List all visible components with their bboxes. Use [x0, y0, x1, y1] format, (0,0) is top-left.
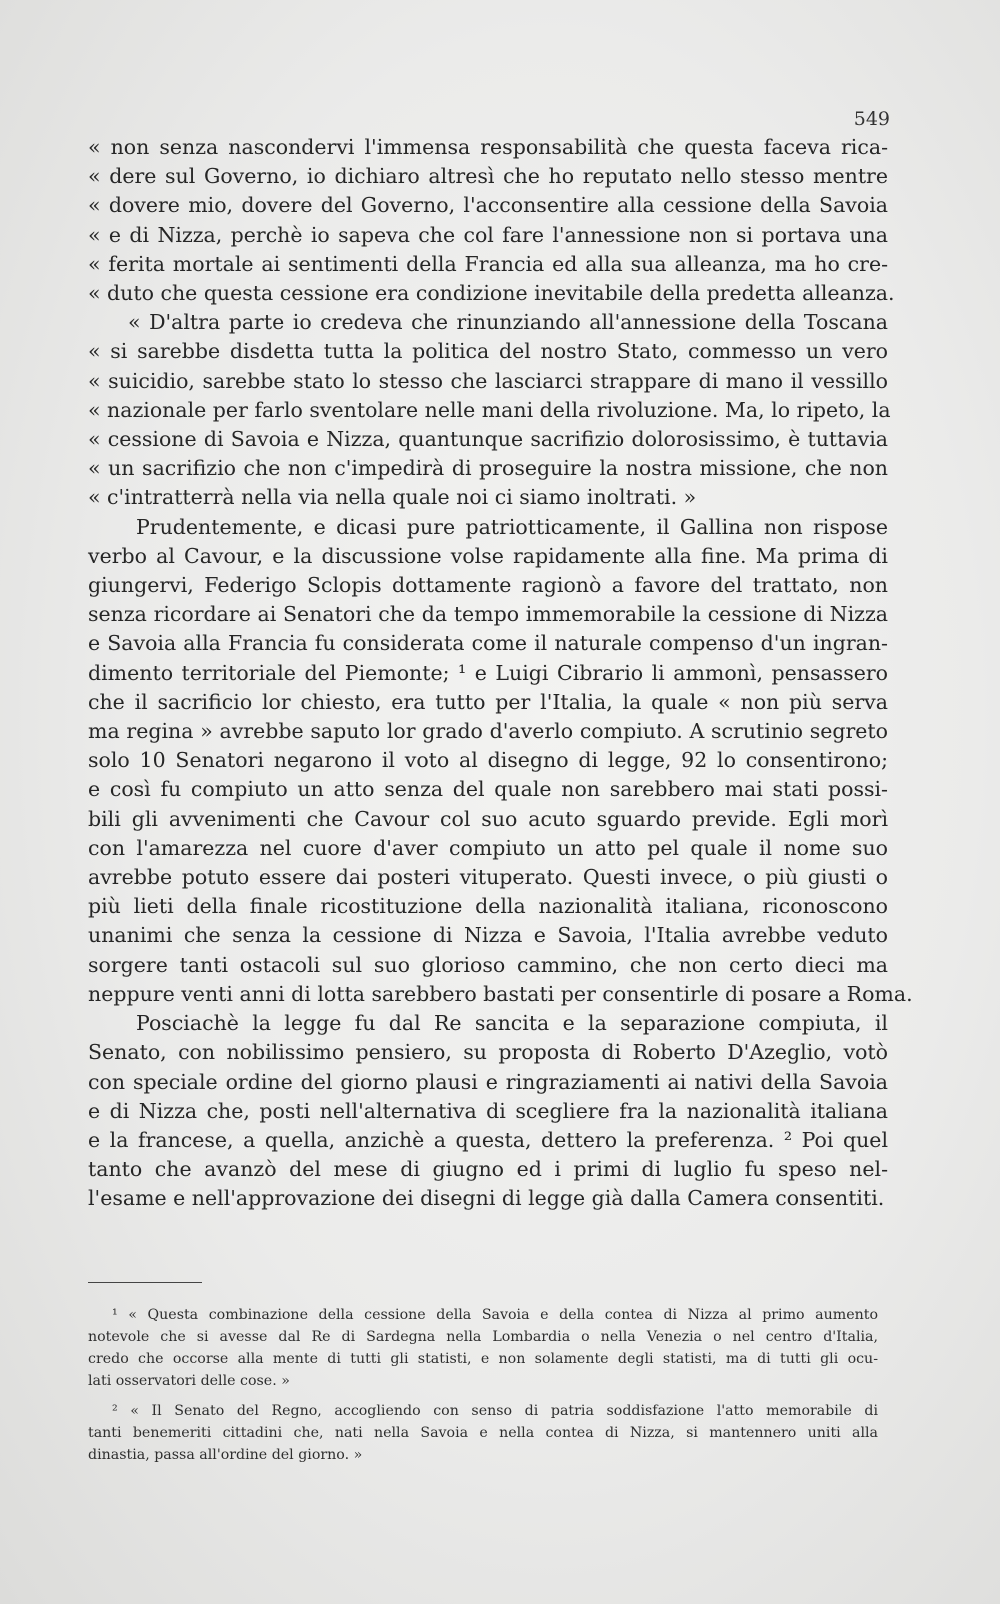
text-line: solo 10 Senatori negarono il voto al disegno di legge, 92 lo consentirono; [88, 748, 888, 773]
text-line: « duto che questa cessione era condizione inevitabile della predetta alleanza. [88, 281, 895, 306]
page-number: 549 [853, 108, 890, 130]
text-line: che il sacrificio lor chiesto, era tutto per l'Italia, la quale « non più serva [88, 689, 888, 714]
text-line: con l'amarezza nel cuore d'aver compiuto un atto pel quale il nome suo [88, 835, 888, 860]
text-line: « dovere mio, dovere del Governo, l'acconsentire alla cessione della Savoia [88, 193, 888, 218]
text-line: senza ricordare ai Senatori che da tempo immemorabile la cessione di Nizza [88, 602, 888, 627]
text-line: dimento territoriale del Piemonte; ¹ e Luigi Cibrario li ammonì, pensassero [88, 660, 888, 685]
text-line: « e di Nizza, perchè io sapeva che col fare l'annessione non si portava una [88, 222, 888, 247]
footnotes [88, 1304, 878, 1466]
text-line: più lieti della finale ricostituzione della nazionalità italiana, riconoscono [88, 894, 888, 919]
footnote-spacer [88, 1392, 878, 1400]
text-line: « ferita mortale ai sentimenti della Francia ed alla sua alleanza, ma ho cre- [88, 251, 888, 276]
text-line: Prudentemente, e dicasi pure patriotticamente, il Gallina non rispose [136, 514, 888, 539]
text-line: « un sacrifizio che non c'impedirà di proseguire la nostra missione, che non [88, 456, 888, 481]
text-line: « c'intratterrà nella via nella quale noi ci siamo inoltrati. » [88, 485, 697, 510]
text-line: « cessione di Savoia e Nizza, quantunque sacrifizio dolorosissimo, è tuttavia [88, 427, 888, 452]
text-line: unanimi che senza la cessione di Nizza e Savoia, l'Italia avrebbe veduto [88, 923, 888, 948]
text-line: « suicidio, sarebbe stato lo stesso che lasciarci strappare di mano il vessillo [88, 368, 888, 393]
text-line: tanto che avanzò del mese di giugno ed i primi di luglio fu speso nel- [88, 1157, 888, 1182]
text-line: l'esame e nell'approvazione dei disegni di legge già dalla Camera consentiti. [88, 1186, 885, 1211]
body-text [88, 133, 913, 1214]
text-line: verbo al Cavour, e la discussione volse rapidamente alla fine. Ma prima di [88, 543, 888, 568]
footnote-divider [88, 1282, 202, 1283]
text-line: e di Nizza che, posti nell'alternativa di scegliere fra la nazionalità italiana [88, 1098, 888, 1123]
footnote-line: lati osservatori delle cose. » [88, 1373, 290, 1389]
text-line: sorgere tanti ostacoli sul suo glorioso cammino, che non certo dieci ma [88, 952, 888, 977]
text-line: e Savoia alla Francia fu considerata come il naturale compenso d'un ingran- [88, 631, 888, 656]
text-line: e così fu compiuto un atto senza del quale non sarebbero mai stati possi- [88, 777, 888, 802]
footnote-line: tanti benemeriti cittadini che, nati nella Savoia e nella contea di Nizza, si mantennero uniti alla [88, 1425, 878, 1441]
text-line: bili gli avvenimenti che Cavour col suo acuto sguardo previde. Egli morì [88, 806, 888, 831]
footnote-line: ² « Il Senato del Regno, accogliendo con senso di patria soddisfazione l'atto memorabile di [112, 1403, 878, 1419]
text-line: « D'altra parte io credeva che rinunziando all'annessione della Toscana [128, 310, 888, 335]
text-line: « dere sul Governo, io dichiaro altresì che ho reputato nello stesso mentre [88, 164, 888, 189]
text-line: con speciale ordine del giorno plausi e ringraziamenti ai nativi della Savoia [88, 1069, 888, 1094]
text-line: « si sarebbe disdetta tutta la politica del nostro Stato, commesso un vero [88, 339, 888, 364]
text-line: avrebbe potuto essere dai posteri vituperato. Questi invece, o più giusti o [88, 865, 888, 890]
text-line: Posciachè la legge fu dal Re sancita e la separazione compiuta, il [136, 1011, 888, 1036]
footnote-line: dinastia, passa all'ordine del giorno. » [88, 1447, 363, 1463]
text-line: « non senza nascondervi l'immensa responsabilità che questa faceva rica- [88, 135, 888, 159]
footnote-line: notevole che si avesse dal Re di Sardegna nella Lombardia o nella Venezia o nel centro d'Italia, [88, 1329, 878, 1345]
footnote-line: ¹ « Questa combinazione della cessione della Savoia e della contea di Nizza al primo aumento [112, 1307, 878, 1323]
text-line: « nazionale per farlo sventolare nelle mani della rivoluzione. Ma, lo ripeto, la [88, 397, 891, 422]
text-line: e la francese, a quella, anzichè a questa, dettero la preferenza. ² Poi quel [88, 1127, 888, 1152]
text-line: Senato, con nobilissimo pensiero, su proposta di Roberto D'Azeglio, votò [88, 1040, 888, 1065]
text-line: neppure venti anni di lotta sarebbero bastati per consentirle di posare a Roma. [88, 981, 913, 1006]
text-line: ma regina » avrebbe saputo lor grado d'averlo compiuto. A scrutinio segreto [88, 719, 888, 744]
text-line: giungervi, Federigo Sclopis dottamente ragionò a favore del trattato, non [88, 573, 888, 598]
footnote-line: credo che occorse alla mente di tutti gli statisti, e non solamente degli statisti, ma di tutti gli ocu- [88, 1351, 878, 1367]
